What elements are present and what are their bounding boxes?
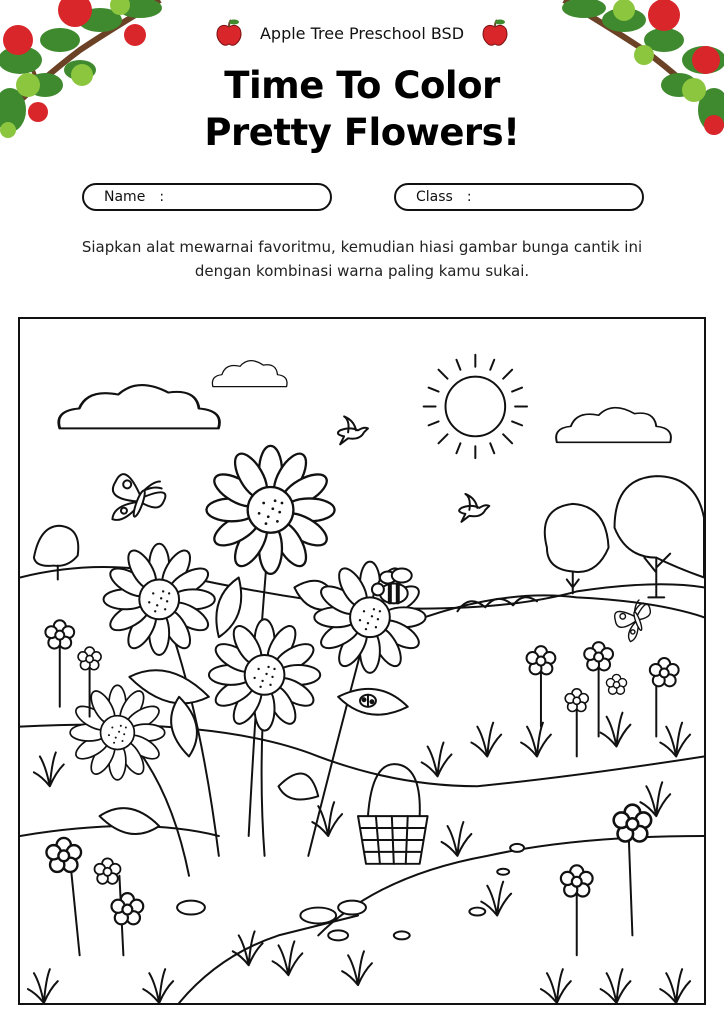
butterfly-icon xyxy=(103,467,170,534)
cloud-icon xyxy=(212,361,287,387)
daisy-flower-icon xyxy=(209,619,320,730)
small-flower-icon xyxy=(561,865,593,896)
small-flower-icon xyxy=(584,642,613,670)
apple-icon xyxy=(480,18,510,48)
title-line-1: Time To Color xyxy=(224,64,500,107)
name-label: Name xyxy=(104,189,146,205)
class-separator: : xyxy=(466,189,472,205)
cloud-icon xyxy=(556,408,671,443)
small-flower-icon xyxy=(95,858,121,884)
school-name: Apple Tree Preschool BSD xyxy=(259,23,465,43)
basket-icon xyxy=(358,764,428,864)
sun-icon xyxy=(424,355,527,458)
coloring-illustration xyxy=(18,317,706,1005)
bird-icon xyxy=(338,416,368,444)
page-title xyxy=(0,62,724,156)
cloud-icon xyxy=(59,385,220,428)
small-flower-icon xyxy=(78,647,101,670)
daisy-flower-icon xyxy=(70,685,165,780)
class-label: Class xyxy=(416,189,453,205)
name-separator: : xyxy=(159,189,165,205)
title-line-2: Pretty Flowers! xyxy=(204,111,520,154)
small-flower-icon xyxy=(45,620,74,648)
class-field[interactable] xyxy=(394,183,644,211)
instructions-text: Siapkan alat mewarnai favoritmu, kemudian hiasi gambar bunga cantik ini dengan kombinasi warna paling kamu sukai. xyxy=(81,238,643,280)
small-flower-icon xyxy=(46,838,81,872)
name-field[interactable] xyxy=(82,183,332,211)
ladybug-icon xyxy=(360,695,376,707)
small-flower-icon xyxy=(565,689,588,712)
small-flower-icon xyxy=(650,658,679,686)
small-flower-icon xyxy=(606,674,626,694)
daisy-flower-icon xyxy=(207,446,335,574)
bird-icon xyxy=(459,494,489,522)
daisy-flower-icon xyxy=(104,544,215,655)
apple-icon xyxy=(214,18,244,48)
small-flower-icon xyxy=(614,805,651,842)
school-header xyxy=(0,18,724,48)
small-flower-icon xyxy=(112,893,144,924)
small-flower-icon xyxy=(527,646,556,674)
